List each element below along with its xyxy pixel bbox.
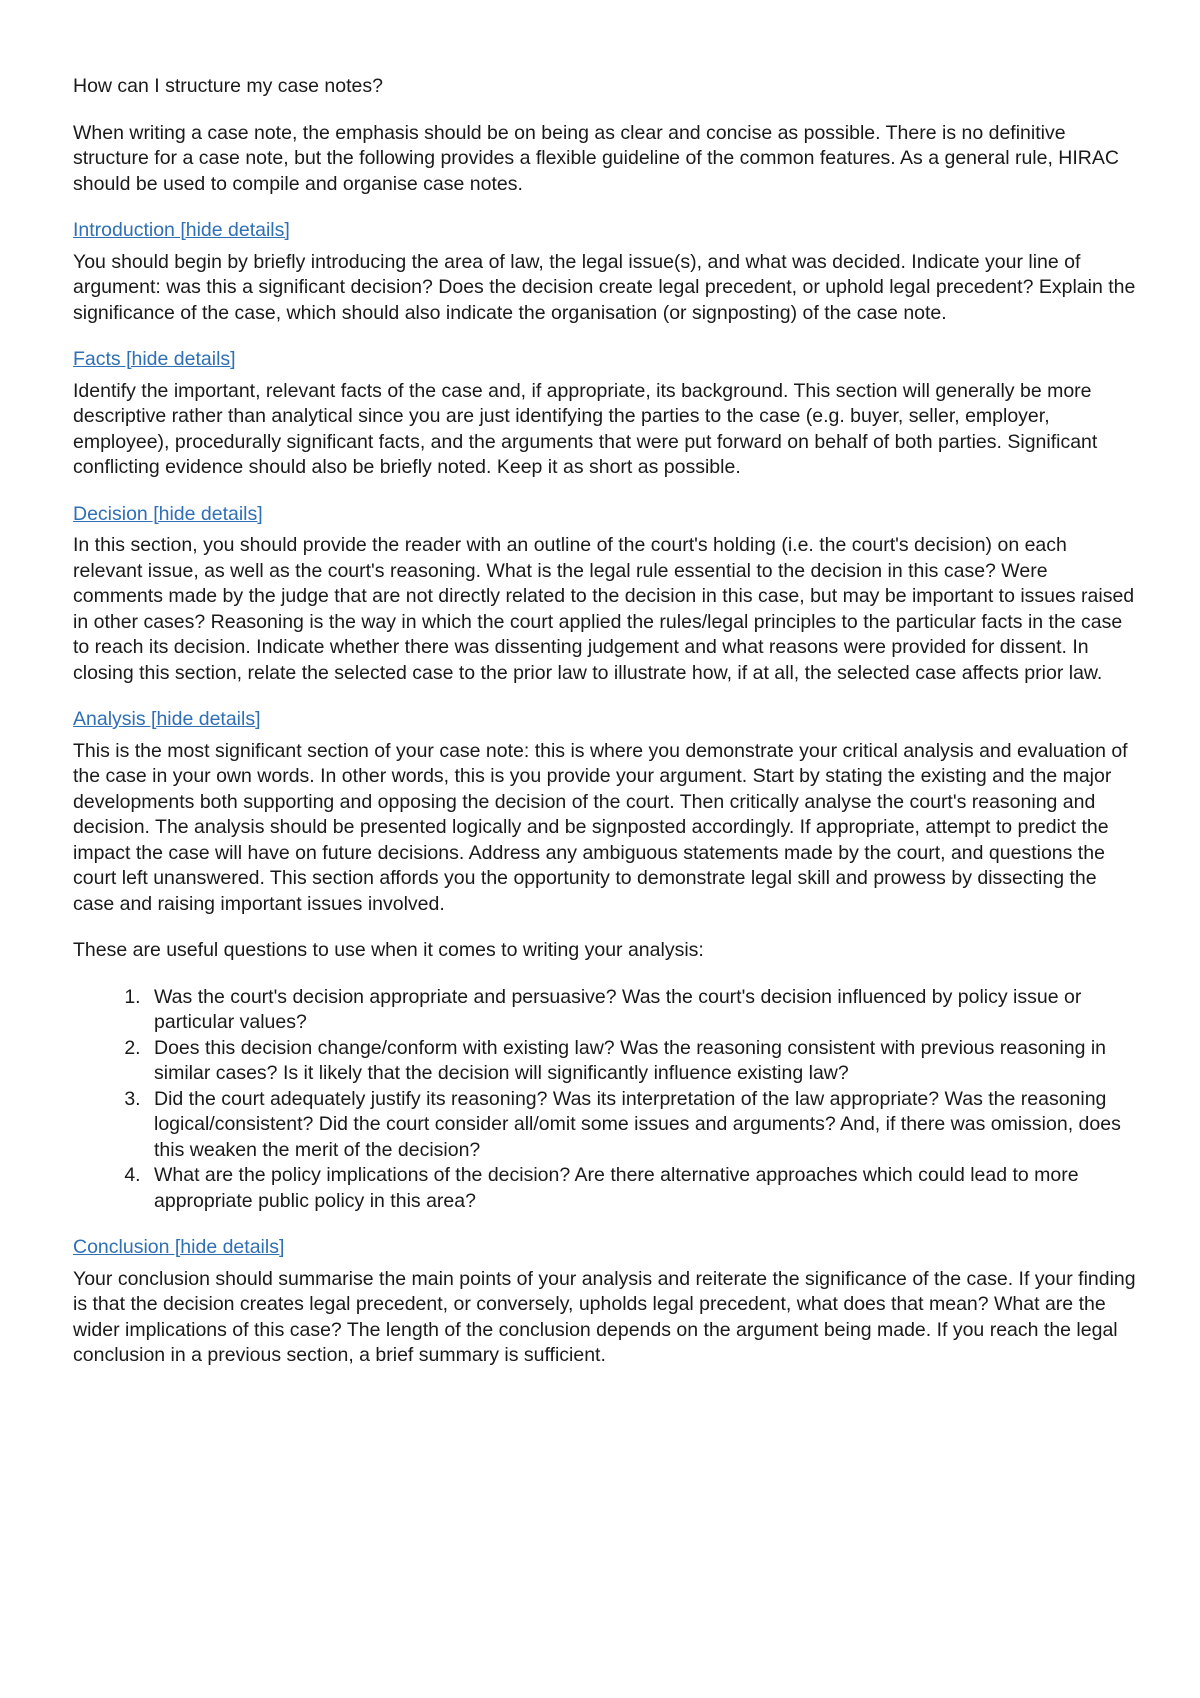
- facts-toggle-link[interactable]: Facts [hide details]: [73, 348, 236, 370]
- list-item: 1. Was the court's decision appropriate and persuasive? Was the court's decision influenced by policy issue or particular values?: [146, 985, 1140, 1036]
- list-item: 4. What are the policy implications of the decision? Are there alternative approaches which could lead to more appropriate public policy in this area?: [146, 1163, 1140, 1214]
- section-analysis: [73, 707, 1140, 1214]
- analysis-questions-list: [73, 985, 1140, 1215]
- conclusion-toggle-link[interactable]: Conclusion [hide details]: [73, 1236, 285, 1258]
- conclusion-body: Your conclusion should summarise the main points of your analysis and reiterate the significance of the case. If your finding is that the decision creates legal precedent, or conversely, upholds legal precedent, what does that mean? What are the wider implications of this case? The length of the conclusion depends on the argument being made. If you reach the legal conclusion in a previous section, a brief summary is sufficient.: [73, 1267, 1136, 1366]
- analysis-body: This is the most significant section of your case note: this is where you demonstrate your critical analysis and evaluation of the case in your own words. In other words, this is you provide your argument. Start by stating the existing and the major developments both supporting and opposing the decision of the court. Then critically analyse the court's reasoning and decision. The analysis should be presented logically and be signposted accordingly. If appropriate, attempt to predict the impact the case will have on future decisions. Address any ambiguous statements made by the court, and questions the court left unanswered. This section affords you the opportunity to demonstrate legal skill and prowess by dissecting the case and raising important issues involved.: [73, 739, 1128, 915]
- analysis-toggle-link[interactable]: Analysis [hide details]: [73, 708, 261, 730]
- section-conclusion: [73, 1235, 1140, 1369]
- decision-toggle-link[interactable]: Decision [hide details]: [73, 502, 263, 525]
- section-decision: [73, 502, 1140, 687]
- list-item: 3. Did the court adequately justify its reasoning? Was its interpretation of the law appropriate? Was the reasoning logical/consistent? Did the court consider all/omit some issues and arguments? And, if there was omission, does this weaken the merit of the decision?: [146, 1087, 1140, 1164]
- decision-body: In this section, you should provide the reader with an outline of the court's holding (i.e. the court's decision) on each relevant issue, as well as the court's reasoning. What is the legal rule essential to the decision in this case? Were comments made by the judge that are not directly related to the decision in this case, but may be important to issues raised in other cases? Reasoning is the way in which the court applied the rules/legal principles to the particular facts in the case to reach its decision. Indicate whether there was dissenting judgement and what reasons were provided for dissent. In closing this section, relate the selected case to the prior law to illustrate how, if at all, the selected case affects prior law.: [73, 534, 1135, 684]
- analysis-questions-intro: These are useful questions to use when it comes to writing your analysis:: [73, 939, 704, 961]
- introduction-toggle-link[interactable]: Introduction [hide details]: [73, 219, 290, 241]
- section-facts: [73, 347, 1140, 481]
- facts-body: Identify the important, relevant facts of the case and, if appropriate, its background. This section will generally be more descriptive rather than analytical since you are just identifying the parties to the case (e.g. buyer, seller, employer, employee), procedurally significant facts, and the arguments that were put forward on behalf of both parties. Significant conflicting evidence should also be briefly noted. Keep it as short as possible.: [73, 379, 1098, 478]
- section-introduction: [73, 218, 1140, 326]
- document-intro: When writing a case note, the emphasis should be on being as clear and concise as possible. There is no definitive structure for a case note, but the following provides a flexible guideline of the common features. As a general rule, HIRAC should be used to compile and organise case notes.: [73, 121, 1119, 195]
- introduction-body: You should begin by briefly introducing the area of law, the legal issue(s), and what was decided. Indicate your line of argument: was this a significant decision? Does the decision create legal precedent, or uphold legal precedent? Explain the significance of the case, which should also indicate the organisation (or signposting) of the case note.: [73, 250, 1136, 324]
- list-item: 2. Does this decision change/conform with existing law? Was the reasoning consistent with previous reasoning in similar cases? Is it likely that the decision will significantly influence existing law?: [146, 1036, 1140, 1087]
- document-title: How can I structure my case notes?: [73, 75, 383, 97]
